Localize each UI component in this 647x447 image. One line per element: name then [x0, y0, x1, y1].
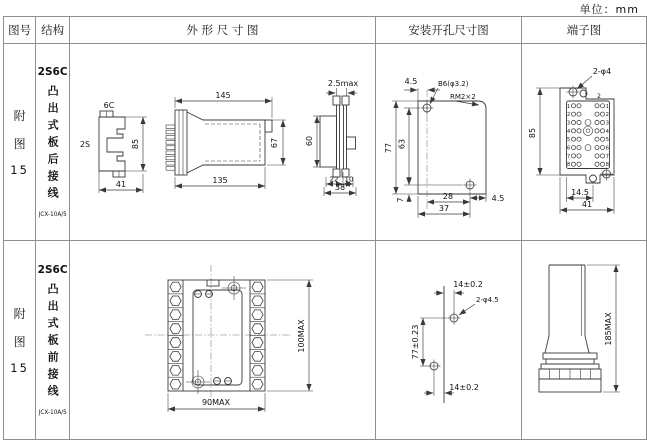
header-mounting: 安装开孔尺寸图 — [375, 17, 521, 44]
header-fig-no: 图号 — [4, 17, 36, 44]
relay-side-view — [166, 91, 286, 189]
mounting-hole-drawing-rear — [376, 44, 521, 240]
header-terminal: 端子图 — [521, 17, 646, 44]
structure-note: JCX-10A/5 — [38, 211, 67, 218]
svg-text:3: 3 — [566, 120, 571, 127]
dim-label: 67 — [269, 137, 279, 149]
dim-label: 63 — [397, 138, 407, 150]
mounting-hole — [566, 86, 579, 99]
svg-text:1: 1 — [566, 103, 571, 110]
dim-label: 37 — [438, 204, 450, 213]
svg-text:4: 4 — [605, 128, 609, 135]
terminal-side-view-front — [522, 241, 646, 439]
dim-label: 77±0.23 — [410, 324, 420, 360]
terminal-contacts — [571, 104, 604, 167]
dim-label: 10 — [344, 175, 354, 184]
model-code: 2S6C — [37, 264, 68, 276]
dim-label: 2-φ4 — [592, 67, 612, 76]
dim-label: 2.5max — [327, 79, 359, 88]
mounting-hole — [427, 360, 440, 373]
fig-char: 附 — [13, 109, 26, 123]
row2-outline-cell — [69, 241, 375, 440]
dim-label: 22 — [329, 175, 339, 184]
fig-num: 15 — [10, 163, 29, 177]
terminal-row-numbers — [567, 104, 609, 168]
cover-screws — [194, 291, 231, 385]
dim-label: 85 — [527, 127, 537, 139]
mounting-target-bottom-left — [186, 370, 210, 394]
svg-text:4: 4 — [566, 128, 571, 135]
dim-label: 185MAX — [603, 312, 613, 346]
table-header-row — [4, 17, 647, 44]
row2-mounting-cell — [375, 241, 521, 440]
figure-number — [4, 241, 35, 439]
mounting-hole — [420, 102, 433, 115]
row1-terminal-cell — [521, 44, 646, 241]
row2-fig-no-cell — [4, 241, 36, 440]
dim-label: 2S — [79, 140, 91, 149]
fig-char: 图 — [13, 137, 26, 151]
hole-spec-label: 2-φ4.5 — [475, 296, 499, 304]
dim-label: 14±0.2 — [453, 280, 483, 289]
fig-num: 15 — [10, 361, 29, 375]
structure-desc: 凸出式板后接线 — [46, 85, 60, 204]
svg-text:8: 8 — [605, 162, 609, 169]
mounting-hole — [447, 312, 460, 325]
relay-body-side — [539, 265, 601, 392]
svg-text:7: 7 — [566, 153, 571, 160]
unit-label: 单位：mm — [579, 3, 639, 16]
outline-drawing-front-wiring — [70, 241, 375, 439]
table-row-1 — [4, 44, 647, 241]
dim-label: 145 — [215, 91, 231, 100]
dim-label: 38 — [334, 183, 346, 192]
svg-text:5: 5 — [566, 137, 571, 144]
table-row-2 — [4, 241, 647, 440]
svg-text:8: 8 — [566, 162, 571, 169]
panel-edge-view — [305, 79, 358, 196]
row1-outline-cell — [69, 44, 375, 241]
svg-text:7: 7 — [605, 153, 609, 160]
svg-text:1: 1 — [605, 103, 609, 110]
dim-label: 77 — [383, 142, 393, 154]
structure-info — [36, 44, 69, 240]
dim-label: 85 — [130, 138, 140, 150]
mounting-hole — [600, 168, 613, 181]
svg-text:6: 6 — [566, 145, 571, 152]
figure-number — [4, 44, 35, 240]
structure-info — [36, 241, 69, 439]
thread-spec-label: RM2×2 — [449, 93, 476, 101]
model-code: 2S6C — [37, 66, 68, 78]
mounting-hole-drawing-front — [376, 241, 521, 439]
dimension-table — [3, 16, 647, 440]
structure-note: JCX-10A/5 — [38, 409, 67, 416]
svg-text:3: 3 — [605, 120, 609, 127]
header-outline: 外 形 尺 寸 图 — [69, 17, 375, 44]
header-structure: 结构 — [36, 17, 70, 44]
svg-text:2: 2 — [605, 112, 609, 119]
dim-label: 60 — [304, 135, 314, 147]
dim-label: 6C — [103, 101, 115, 110]
dim-label: 100MAX — [296, 319, 306, 353]
dim-label: 4.5 — [491, 194, 505, 203]
row2-terminal-cell — [521, 241, 646, 440]
dim-label: 14.5 — [571, 188, 589, 197]
dim-label: 41 — [581, 200, 593, 209]
dim-label: 4.5 — [404, 77, 418, 86]
dim-label: 14±0.2 — [449, 383, 479, 392]
clip-profile-view — [80, 101, 147, 193]
outline-drawing-rear-wiring — [70, 44, 375, 240]
fig-char: 图 — [13, 335, 26, 349]
row1-fig-no-cell — [4, 44, 36, 241]
terminal-top-number: 2 — [597, 93, 601, 100]
terminal-diagram-rear — [522, 44, 646, 240]
terminal-pins — [166, 125, 175, 170]
dim-label: 28 — [442, 192, 454, 201]
dim-label: 41 — [115, 180, 127, 189]
fig-char: 附 — [13, 307, 26, 321]
svg-text:5: 5 — [605, 137, 609, 144]
hole-spec-label: B6(φ3.2) — [437, 80, 469, 88]
structure-desc: 凸出式板前接线 — [46, 283, 60, 402]
svg-text:6: 6 — [605, 145, 609, 152]
row1-mounting-cell — [375, 44, 521, 241]
dim-label: 90MAX — [201, 398, 231, 407]
dim-label: 7 — [395, 197, 405, 203]
row2-structure-cell — [36, 241, 70, 440]
row1-structure-cell — [36, 44, 70, 241]
svg-text:2: 2 — [566, 112, 571, 119]
mounting-hole — [463, 179, 476, 192]
dim-label: 135 — [212, 176, 228, 185]
